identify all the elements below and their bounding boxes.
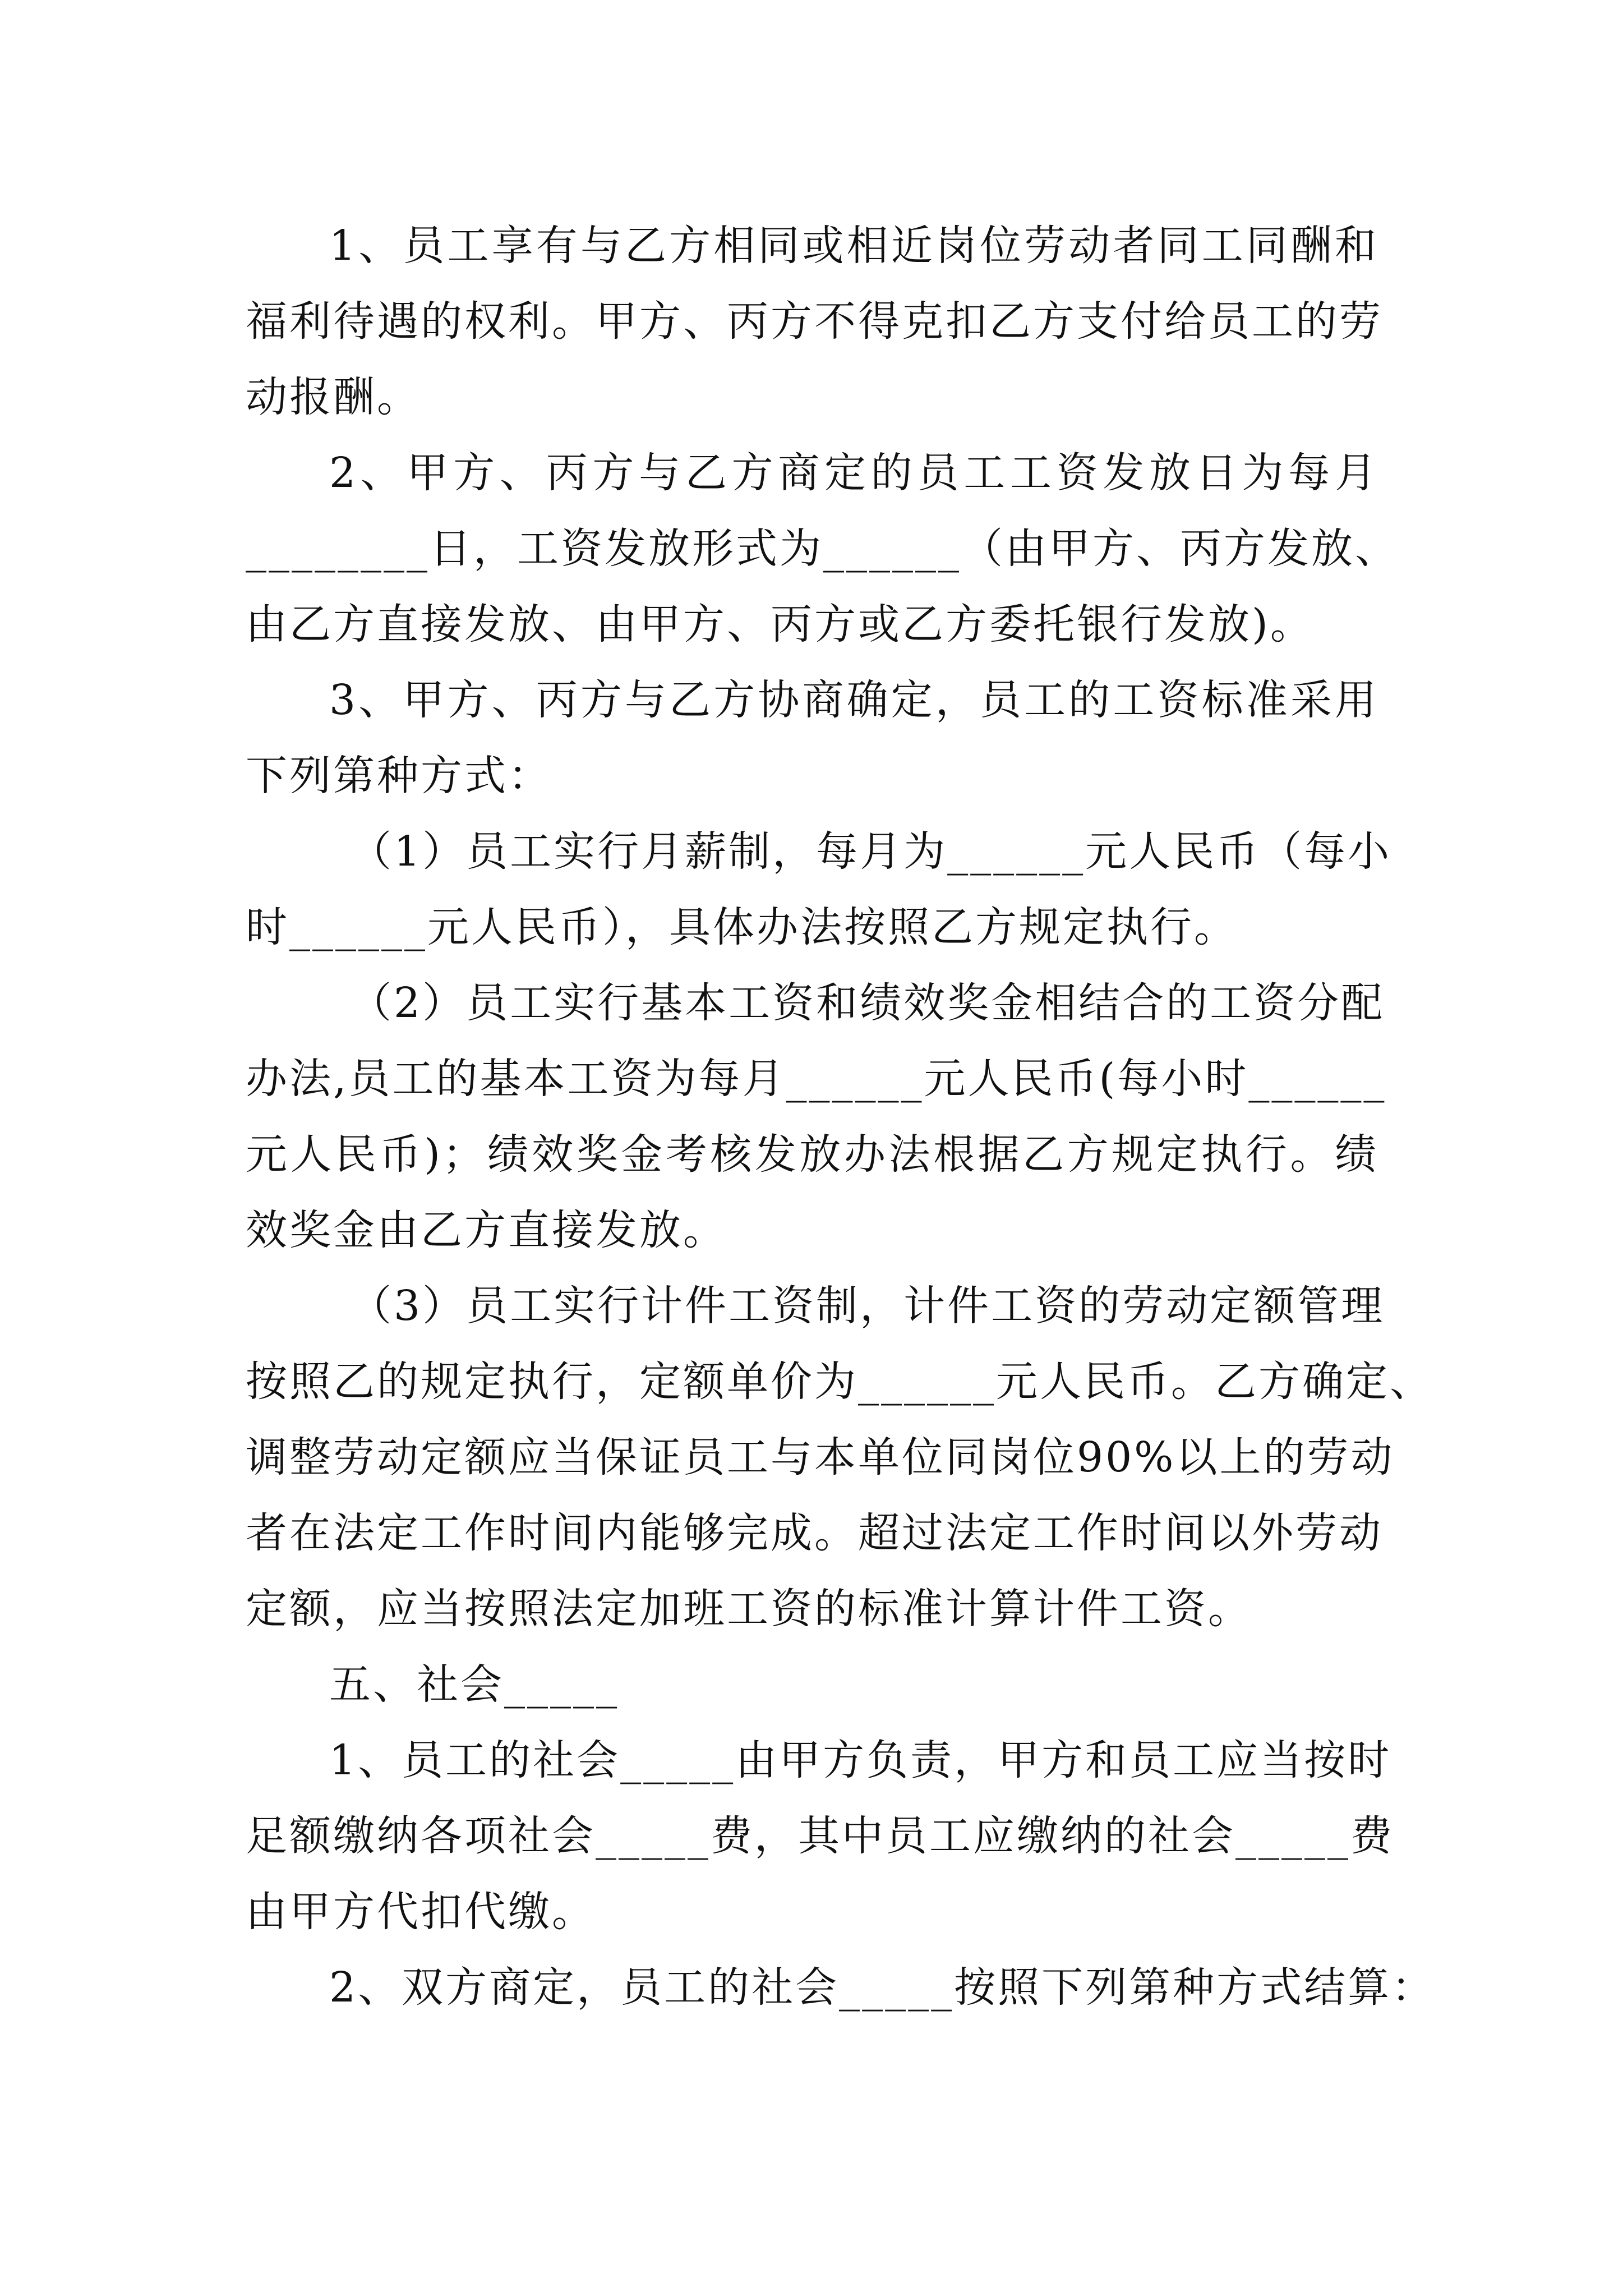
option-3-line-5: 定额，应当按照法定加班工资的标准计算计件工资。: [246, 1585, 1252, 1633]
option-2-line-2: 办法,员工的基本工资为每月______元人民币(每小时______: [246, 1055, 1387, 1103]
option-2-line-4: 效奖金由乙方直接发放。: [246, 1206, 727, 1254]
option-2-line-3: 元人民币)；绩效奖金考核发放办法根据乙方规定执行。绩: [246, 1130, 1378, 1179]
section-heading-social: 五、社会_____: [329, 1660, 619, 1709]
paragraph-1-line-1: 1、员工享有与乙方相同或相近岗位劳动者同工同酬和: [329, 222, 1378, 270]
social-paragraph-1-line-1: 1、员工的社会_____由甲方负责，甲方和员工应当按时: [329, 1736, 1392, 1784]
option-3-line-2: 按照乙的规定执行，定额单价为______元人民币。乙方确定、: [246, 1358, 1433, 1406]
paragraph-2-line-3: 由乙方直接发放、由甲方、丙方或乙方委托银行发放)。: [246, 600, 1314, 648]
paragraph-3-line-1: 3、甲方、丙方与乙方协商确定，员工的工资标准采用: [329, 676, 1378, 724]
option-1-line-2: 时______元人民币），具体办法按照乙方规定执行。: [246, 903, 1238, 951]
option-3-line-4: 者在法定工作时间内能够完成。超过法定工作时间以外劳动: [246, 1509, 1383, 1557]
paragraph-1-line-3: 动报酬。: [246, 373, 421, 421]
social-paragraph-1-line-3: 由甲方代扣代缴。: [246, 1888, 596, 1936]
paragraph-3-line-2: 下列第种方式：: [246, 752, 552, 800]
paragraph-2-line-2: ________日，工资发放形式为______（由甲方、丙方发放、: [246, 524, 1399, 573]
paragraph-1-line-2: 福利待遇的权利。甲方、丙方不得克扣乙方支付给员工的劳: [246, 297, 1383, 346]
social-paragraph-1-line-2: 足额缴纳各项社会_____费，其中员工应缴纳的社会_____费: [246, 1812, 1394, 1860]
option-3-line-1: （3）员工实行计件工资制，计件工资的劳动定额管理: [350, 1282, 1385, 1330]
option-1-line-1: （1）员工实行月薪制，每月为______元人民币（每小: [350, 827, 1392, 876]
paragraph-2-line-1: 2、甲方、丙方与乙方商定的员工工资发放日为每月: [329, 449, 1378, 497]
option-2-line-1: （2）员工实行基本工资和绩效奖金相结合的工资分配: [350, 979, 1385, 1027]
option-3-line-3: 调整劳动定额应当保证员工与本单位同岗位90%以上的劳动: [246, 1433, 1395, 1481]
social-paragraph-2-line-1: 2、双方商定，员工的社会_____按照下列第种方式结算：: [329, 1963, 1436, 2012]
